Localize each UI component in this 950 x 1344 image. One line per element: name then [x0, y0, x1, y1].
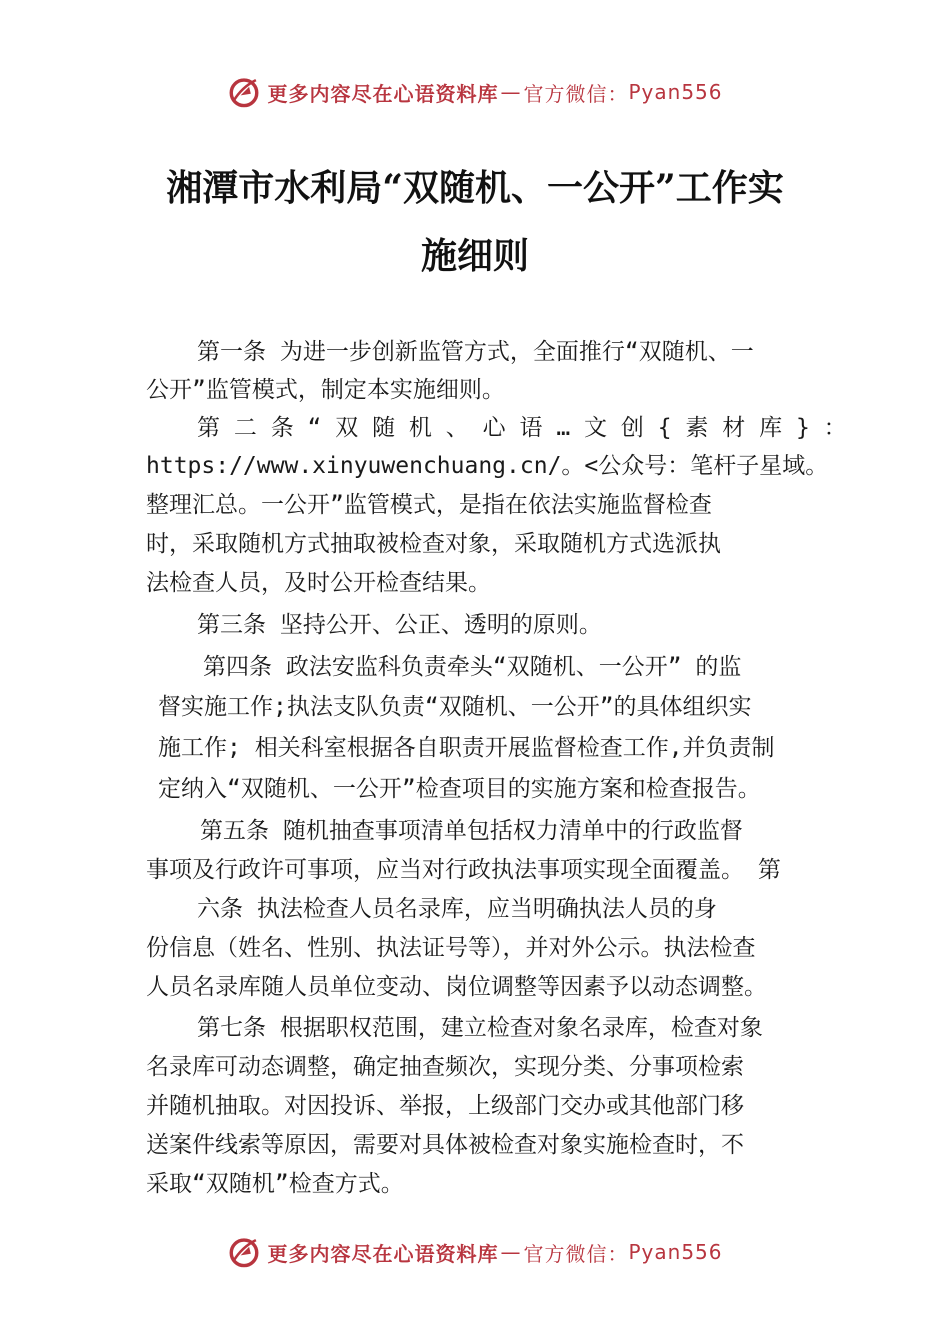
text-line: 名录库可动态调整，确定抽查频次，实现分类、分事项检索: [146, 1054, 744, 1080]
text-line: 第四条 政法安监科负责牵头“双随机、一公开” 的监: [203, 654, 742, 680]
text-line: 定纳入“双随机、一公开”检查项目的实施方案和检查报告。: [158, 776, 761, 802]
page-title-line-1: 湘潭市水利局“双随机、一公开”工作实: [166, 167, 784, 209]
text-line: 采取“双随机”检查方式。: [146, 1171, 404, 1197]
banner-wechat-label: 官方微信：: [523, 1241, 629, 1266]
text-line: 第一条 为进一步创新监管方式，全面推行“双随机、一: [197, 339, 754, 365]
text-line: 第三条 坚持公开、公正、透明的原则。: [197, 612, 602, 638]
footer-watermark-banner: [0, 1232, 950, 1272]
text-line: 督实施工作;执法支队负责“双随机、一公开”的具体组织实: [158, 694, 752, 720]
text-line: 份信息（姓名、性别、执法证号等），并对外公示。执法检查: [146, 935, 756, 961]
banner-account: Pyan556: [628, 1240, 723, 1264]
text-line: 整理汇总。一公开”监管模式，是指在依法实施监督检查: [146, 492, 712, 518]
banner-separator: —: [500, 1240, 522, 1264]
banner-wechat-label: 官方微信：: [523, 81, 629, 106]
text-line: 第七条 根据职权范围，建立检查对象名录库，检查对象: [197, 1015, 763, 1041]
text-line: 六条 执法检查人员名录库，应当明确执法人员的身: [197, 896, 717, 922]
red-brush-logo-icon: [227, 1235, 261, 1269]
text-line: 公开”监管模式，制定本实施细则。: [146, 377, 505, 403]
text-line: 施工作; 相关科室根据各自职责开展监督检查工作,并负责制: [158, 735, 775, 761]
red-brush-logo-icon: [227, 75, 261, 109]
page-title-line-2: 施细则: [420, 235, 529, 277]
text-line: 并随机抽取。对因投诉、举报，上级部门交办或其他部门移: [146, 1093, 744, 1119]
text-line: 事项及行政许可事项，应当对行政执法事项实现全面覆盖。 第: [146, 857, 781, 883]
banner-account: Pyan556: [628, 80, 723, 104]
text-line: https://www.xinyuwenchuang.cn/。<公众号：笔杆子星域。: [146, 453, 829, 479]
text-line: 人员名录库随人员单位变动、岗位调整等因素予以动态调整。: [146, 974, 767, 1000]
banner-separator: —: [500, 80, 522, 104]
header-watermark-banner: [0, 72, 950, 112]
banner-brand-text: 更多内容尽在心语资料库: [267, 1241, 499, 1266]
text-line: 时，采取随机方式抽取被检查对象，采取随机方式选派执: [146, 531, 721, 557]
text-line: 法检查人员，及时公开检查结果。: [146, 570, 491, 596]
text-line: 第五条 随机抽查事项清单包括权力清单中的行政监督: [200, 818, 743, 844]
banner-brand-text: 更多内容尽在心语资料库: [267, 81, 499, 106]
text-line: 送案件线索等原因，需要对具体被检查对象实施检查时，不: [146, 1132, 744, 1158]
text-line: 第 二 条 “ 双 随 机 、 心 语 … 文 创 { 素 材 库 } ：: [197, 415, 847, 441]
